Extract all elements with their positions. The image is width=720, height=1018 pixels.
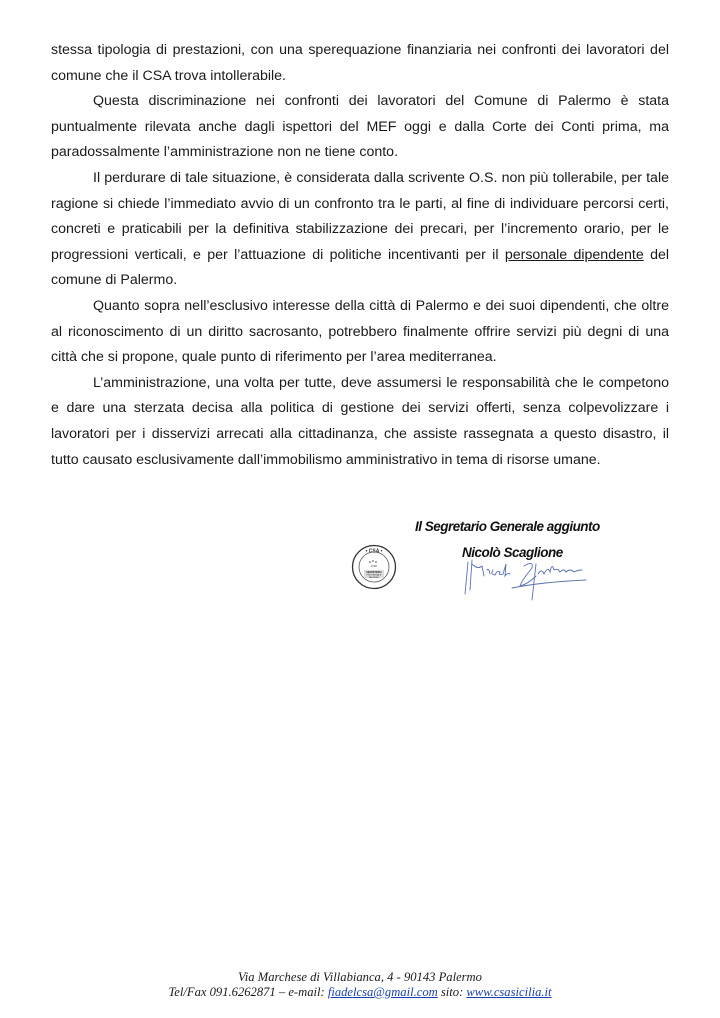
svg-text:PALERMO: PALERMO — [368, 577, 380, 579]
svg-text:CSP: CSP — [370, 564, 378, 568]
svg-text:SEGRETERIA: SEGRETERIA — [366, 571, 382, 574]
paragraph-5: L’amministrazione, una volta per tutte, deve assumersi le responsabilità che le competono e dare una sterzata decisa alla politica di gestione dei servizi offerti, senza colpevolizzare i lavoratori per i disservizi arrecati alla cittadinanza, che assiste rassegnata a questo disastro, il tutto causato esclusivamente dall’immobilismo amministrativo in tema di risorse umane. — [51, 374, 669, 468]
svg-text:• CSA •: • CSA • — [365, 548, 383, 555]
footer-address: Via Marchese di Villabianca, 4 - 90143 Palermo — [238, 970, 482, 984]
paragraph-3-text: Il perdurare di tale situazione, è considerata dalla scrivente O.S. non più tollerabile, per tale ragione si chiede l’immediato avvio di un confronto tra le parti, al fine di individuare percorsi certi, concreti e praticabili per la definitiva stabilizzazione dei precari, per l’incremento orario, per le progressioni verticali, e per l’attuazione di politiche incentivanti per il — [51, 169, 669, 263]
paragraph-3-end: del comune di Palermo. — [51, 246, 669, 289]
footer-contacts — [0, 985, 720, 1000]
paragraph-3 — [51, 166, 669, 294]
footer-telfax: Tel/Fax 091.6262871 – e-mail: — [168, 985, 328, 999]
svg-text:PROVINCIALE: PROVINCIALE — [366, 574, 382, 577]
underlined-phrase: personale dipendente — [504, 246, 644, 263]
website-link[interactable]: www.csasicilia.it — [466, 985, 552, 999]
letter-body — [51, 38, 669, 473]
footer-site-label: sito: — [437, 985, 467, 999]
footer — [0, 970, 720, 1000]
handwritten-signature — [462, 556, 588, 602]
paragraph-4: Quanto sopra nell’esclusivo interesse della città di Palermo e dei suoi dipendenti, che oltre al riconoscimento di un diritto sacrosanto, potrebbero finalmente offrire servizi più degni di una città che si propone, quale punto di riferimento per l’area mediterranea. — [51, 297, 669, 366]
email-link[interactable]: fiadelcsa@gmail.com — [327, 985, 438, 999]
paragraph-2: Questa discriminazione nei confronti dei lavoratori del Comune di Palermo è stata puntualmente rilevata anche dagli ispettori del MEF oggi e dalla Corte dei Conti prima, ma paradossalmente l’amministrazione non ne tiene conto. — [51, 93, 669, 161]
signatory-name: Nicolò Scaglione — [462, 545, 563, 560]
signatory-title: Il Segretario Generale aggiunto — [415, 519, 600, 534]
paragraph-1: stessa tipologia di prestazioni, con una sperequazione finanziaria nei confronti dei lavoratori del comune che il CSA trova intollerabile. — [51, 42, 669, 84]
csa-stamp-icon — [351, 544, 397, 590]
